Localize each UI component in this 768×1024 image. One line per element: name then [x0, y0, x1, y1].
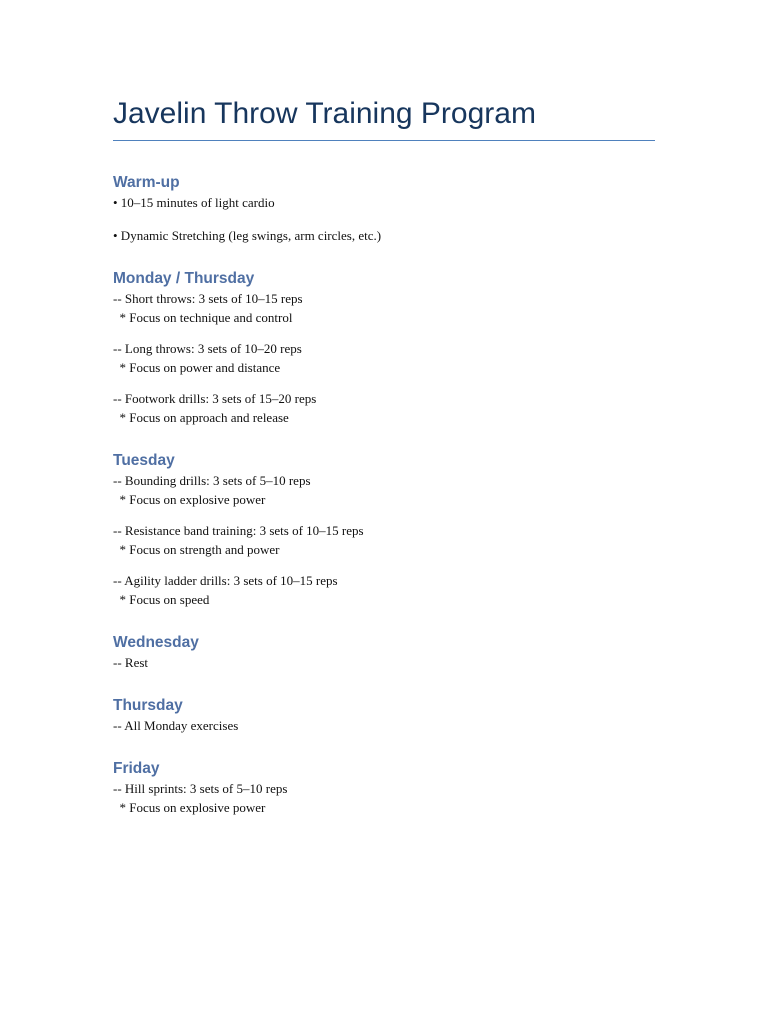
exercise-line: -- Footwork drills: 3 sets of 15–20 reps [113, 391, 317, 406]
section-warmup [113, 173, 655, 245]
exercise-note: * Focus on explosive power [113, 800, 266, 815]
section-heading-thursday: Thursday [113, 697, 183, 714]
section-wednesday [113, 633, 655, 672]
exercise-line: -- Hill sprints: 3 sets of 5–10 reps [113, 781, 288, 796]
exercise-note: * Focus on technique and control [113, 310, 293, 325]
exercise-line: -- Agility ladder drills: 3 sets of 10–15 reps [113, 573, 338, 588]
section-heading-tuesday: Tuesday [113, 452, 175, 469]
exercise-note: * Focus on speed [113, 592, 210, 607]
exercise-line: -- Resistance band training: 3 sets of 10–15 reps [113, 523, 364, 538]
exercise-note: * Focus on strength and power [113, 542, 280, 557]
section-heading-friday: Friday [113, 760, 160, 777]
section-tuesday [113, 451, 655, 609]
exercise-line: -- Rest [113, 655, 149, 670]
exercise-line: -- Long throws: 3 sets of 10–20 reps [113, 341, 302, 356]
section-heading-warmup: Warm-up [113, 174, 180, 191]
exercise-note: * Focus on explosive power [113, 492, 266, 507]
section-heading-monday-thursday: Monday / Thursday [113, 270, 255, 287]
section-heading-wednesday: Wednesday [113, 634, 199, 651]
list-item: • Dynamic Stretching (leg swings, arm circles, etc.) [113, 228, 382, 243]
section-monday-thursday [113, 269, 655, 427]
exercise-note: * Focus on approach and release [113, 410, 289, 425]
exercise-line: -- Short throws: 3 sets of 10–15 reps [113, 291, 303, 306]
document-title: Javelin Throw Training Program [113, 96, 655, 141]
exercise-note: * Focus on power and distance [113, 360, 281, 375]
document-page [113, 96, 655, 817]
exercise-line: -- Bounding drills: 3 sets of 5–10 reps [113, 473, 311, 488]
section-friday [113, 759, 655, 817]
exercise-line: -- All Monday exercises [113, 718, 239, 733]
list-item: • 10–15 minutes of light cardio [113, 195, 275, 210]
section-thursday [113, 696, 655, 735]
